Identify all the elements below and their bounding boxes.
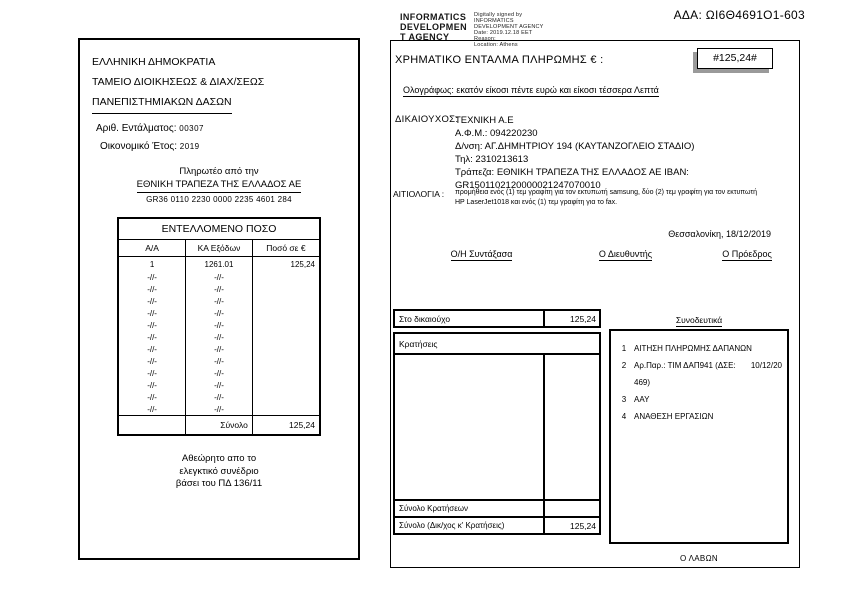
table-total-row — [119, 416, 319, 435]
table-row: -//- -//- — [119, 307, 319, 319]
total-value: 125,24 — [252, 416, 319, 435]
note-line: βάσει του ΠΔ 136/11 — [175, 478, 263, 489]
signature-director: Ο Διευθυντής — [598, 249, 653, 259]
table-row: -//- -//- — [119, 331, 319, 343]
stamp-sig-line: Date: 2019.12.18 EET — [474, 30, 533, 36]
org-name-line: ΕΛΛΗΝΙΚΗ ΔΗΜΟΚΡΑΤΙΑ — [92, 56, 216, 68]
audit-exemption-note — [80, 453, 358, 491]
table-row: -//- -//- — [119, 271, 319, 283]
warrant-number-label: Αριθ. Εντάλματος: — [96, 123, 177, 134]
beneficiary-phone: Τηλ: 2310213613 — [455, 154, 529, 165]
ordered-amount-table — [117, 217, 321, 436]
table-row: -//- -//- — [119, 283, 319, 295]
beneficiary-amount-row — [393, 309, 601, 328]
warrant-number-value: 00307 — [179, 124, 204, 133]
payable-label: Πληρωτέο από την — [179, 166, 259, 177]
place-and-date: Θεσσαλονίκη, 18/12/2019 — [668, 229, 771, 239]
beneficiary-amount-label: Στο δικαιούχο — [399, 313, 451, 324]
attachment-item: 2 Αρ.Παρ.: ΤΙΜ ΔΑΠ941 (ΔΣΕ: 469) 10/12/20 — [621, 361, 782, 387]
table-row: 1 1261.01 125,24 — [119, 257, 319, 272]
beneficiary-name: ΤΕΧΝΙΚΗ Α.Ε — [455, 115, 514, 126]
deductions-total-label: Σύνολο Κρατήσεων — [399, 504, 469, 513]
stamp-agency-line: DEVELOPMEN — [400, 22, 468, 32]
col-header-aa: Α/Α — [119, 240, 186, 257]
receiver-signature-label: Ο ΛΑΒΩΝ — [680, 554, 718, 563]
grand-total-value: 125,24 — [543, 518, 599, 533]
table-row: -//- -//- — [119, 295, 319, 307]
table-title: ΕΝΤΕΛΛΟΜΕΝΟ ΠΟΣΟ — [119, 219, 319, 240]
deductions-total-row — [395, 499, 599, 516]
stamp-sig-line: Reason: — [474, 36, 496, 42]
attachment-item: 4 ΑΝΑΘΕΣΗ ΕΡΓΑΣΙΩΝ — [621, 412, 714, 421]
table-row: -//- -//- — [119, 319, 319, 331]
beneficiary-details — [455, 114, 791, 192]
table-row: -//- -//- — [119, 343, 319, 355]
note-line: Αθεώρητο απο το — [181, 453, 257, 464]
signature-president: Ο Πρόεδρος — [722, 249, 772, 259]
justification-line: προμήθεια ενός (1) τεμ γραφίτη για τον εκτυπωτή samsung, δύο (2) τεμ γραφίτη για τον εκτυπωτή — [455, 189, 758, 196]
stamp-agency-line: T AGENCY — [400, 32, 450, 42]
stamp-sig-line: Digitally signed by — [474, 12, 523, 18]
fiscal-year-label: Οικονομικό Έτος: — [100, 141, 178, 152]
attachment-item: 1 ΑΙΤΗΣΗ ΠΛΗΡΩΜΗΣ ΔΑΠΑΝΩΝ — [621, 344, 752, 353]
deductions-header: Κρατήσεις — [395, 334, 599, 355]
grand-total-row — [395, 516, 599, 533]
in-words-value: εκατόν είκοσι πέντε ευρώ και είκοσι τέσσερα Λεπτά — [456, 85, 659, 95]
beneficiary-tax-id: Α.Φ.Μ.: 094220230 — [455, 128, 538, 139]
in-words-label: Ολογράφως: — [403, 85, 454, 95]
warrant-number — [96, 123, 358, 134]
stamp-sig-line: DEVELOPMENT AGENCY — [474, 24, 544, 30]
payer-bank-account: GR36 0110 2230 0000 2235 4601 284 — [146, 195, 292, 204]
total-label: Σύνολο — [186, 416, 253, 435]
col-header-amount: Ποσό σε € — [252, 240, 319, 257]
table-row: -//- -//- — [119, 355, 319, 367]
issuing-authority — [92, 52, 358, 114]
payable-bank-block — [80, 165, 358, 206]
signature-drafter: Ο/Η Συντάξασα — [450, 249, 513, 259]
attachments-title: Συνοδευτικά — [675, 315, 723, 325]
deductions-box — [393, 332, 601, 535]
col-header-kae: ΚΑ Εξόδων — [186, 240, 253, 257]
grand-total-label: Σύνολο (Δικ/χος κ' Κρατήσεις) — [399, 521, 505, 530]
deductions-total-value — [543, 501, 599, 516]
org-name-line: ΤΑΜΕΙΟ ΔΙΟΙΚΗΣΕΩΣ & ΔΙΑΧ/ΣΕΩΣ — [92, 76, 265, 88]
fiscal-year-value: 2019 — [179, 142, 200, 151]
table-row: -//- -//- — [119, 379, 319, 391]
amount-in-words — [403, 85, 659, 97]
beneficiary-address: Δ/νση: ΑΓ.ΔΗΜΗΤΡΙΟΥ 194 (ΚΑΥΤΑΝΖΟΓΛΕΙΟ ΣΤΑΔΙΟ) — [455, 141, 695, 152]
attachment-item: 3 ΑΑΥ — [621, 395, 650, 404]
justification-label: ΑΙΤΙΟΛΟΓΙΑ : — [393, 189, 445, 199]
warrant-panel — [390, 40, 800, 568]
attachments-box — [609, 329, 789, 544]
table-row: -//- -//- — [119, 367, 319, 379]
table-row: -//- -//- — [119, 403, 319, 416]
justification-text — [455, 188, 795, 208]
deductions-body — [395, 355, 599, 499]
note-line: ελεγκτικό συνέδριο — [179, 465, 259, 477]
org-name-line: ΠΑΝΕΠΙΣΤΗΜΙΑΚΩΝ ΔΑΣΩΝ — [92, 92, 358, 114]
fiscal-year — [100, 141, 358, 152]
beneficiary-amount-value: 125,24 — [543, 311, 599, 326]
payer-bank-name: ΕΘΝΙΚΗ ΤΡΑΠΕΖΑ ΤΗΣ ΕΛΛΑΔΟΣ ΑΕ — [80, 178, 358, 193]
stamp-agency-line: INFORMATICS — [400, 12, 467, 22]
stamp-sig-line: INFORMATICS — [474, 18, 514, 24]
stamp-agency-name — [400, 12, 467, 42]
justification-line: HP LaserJet1018 και ενός (1) τεμ γραφίτη για το fax. — [455, 199, 618, 206]
ada-number: ΑΔΑ: ΩΙ6Θ4691Ο1-603 — [673, 8, 805, 22]
table-row: -//- -//- — [119, 391, 319, 403]
warrant-title: ΧΡΗΜΑΤΙΚΟ ΕΝΤΑΛΜΑ ΠΛΗΡΩΜΗΣ € : — [395, 54, 604, 66]
warrant-amount-box: #125,24# — [697, 48, 773, 69]
amounts-summary — [393, 309, 601, 535]
stamp-sig-line: Location: Athens — [474, 42, 518, 48]
beneficiary-iban: GR1501102120000021247070010 — [455, 180, 601, 191]
beneficiary-bank: Τράπεζα: ΕΘΝΙΚΗ ΤΡΑΠΕΖΑ ΤΗΣ ΕΛΛΑΔΟΣ ΑΕ ΙΒΑΝ: — [455, 167, 689, 178]
issuer-panel — [78, 38, 360, 560]
beneficiary-label: ΔΙΚΑΙΟΥΧΟΣ: — [395, 114, 459, 125]
